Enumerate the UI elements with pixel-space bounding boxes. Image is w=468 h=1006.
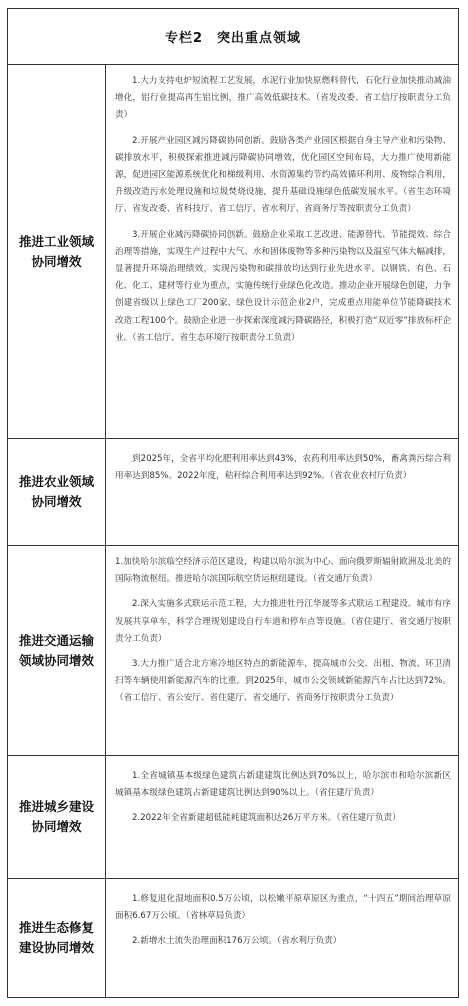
row-label-line: 推进交通运输: [18, 632, 94, 648]
measure-paragraph: 3.开展企业减污降碳协同创新。鼓励企业采取工艺改进、能源替代、节能提效、综合治理等措施，实现生产过程中大气、水和固体废物等多种污染物以及温室气体大幅减排，显著提升环境治理绩效，实现污染物和碳排放均达到行业先进水平。以钢铁、有色、石化、化工、建材等行业为重点，实施传统行业绿色化改造。推动企业开展绿色创建，力争创建省级以上绿色工厂200家、绿色设计示范企业2户，完成重点用能单位节能降碳技术改造工程100个。鼓励企业进一步探索深度减污降碳路径，积极打造“双近零”排放标杆企业。（省工信厅、省生态环境厅按职责分工负责）: [115, 229, 451, 343]
row-label-line: 建设协同增效: [18, 940, 94, 955]
row-ecology: [8, 879, 458, 997]
row-content: [106, 879, 458, 997]
row-label-line: 推进生态修复: [18, 920, 94, 935]
row-agriculture: [8, 439, 458, 546]
row-label-line: 领域协同增效: [18, 652, 94, 668]
measure-paragraph: 3.大力推广适合北方寒冷地区特点的新能源车，提高城市公交、出租、物流、环卫清扫等车辆使用新能源汽车的比重。到2025年，城市公交领域新能源汽车占比达到72%。（省工信厅、省公安厅、省住建厅、省交通厅、省商务厅按职责分工负责）: [115, 659, 451, 704]
row-transport: [8, 546, 458, 756]
row-label: [8, 546, 106, 755]
measure-paragraph: 1.大力支持电炉短流程工艺发展，水泥行业加快原燃料替代，石化行业加快推动减油增化，铝行业提高再生铝比例，推广高效低碳技术。（省发改委、省工信厅按职责分工负责）: [115, 76, 451, 121]
row-label-line: 推进工业领域: [18, 233, 94, 249]
measure-paragraph: 2.深入实施多式联运示范工程，大力推进牡丹江华晟等多式联运工程建设。城市有序发展共享单车，科学合理规划建设自行车道和停车点等设施。（省住建厅、省交通厅按职责分工负责）: [115, 599, 451, 644]
measure-paragraph: 2.2022年全省新建超低能耗建筑面积达26万平方米。（省住建厅负责）: [132, 813, 401, 824]
measure-paragraph: 2.新增水土流失治理面积176万公顷。（省水利厅负责）: [132, 936, 342, 947]
measure-paragraph: 1.加快哈尔滨临空经济示范区建设，构建以哈尔滨为中心、面向俄罗斯辐射欧洲及北美的国际物流枢纽。推进哈尔滨国际航空货运枢纽建设。（省交通厅负责）: [115, 557, 451, 585]
row-content: [106, 756, 458, 878]
row-label: [8, 439, 106, 545]
row-label-line: 协同增效: [31, 819, 82, 834]
row-label: [8, 879, 106, 997]
row-label: [8, 756, 106, 878]
measure-paragraph: 到2025年，全省平均化肥利用率达到43%，农药利用率达到50%，畜禽粪污综合利用率达到85%。2022年度，秸秆综合利用率达到92%。（省农业农村厅负责）: [115, 454, 451, 482]
row-urban-rural: [8, 756, 458, 879]
row-label-line: 协同增效: [31, 253, 82, 269]
row-content: [106, 439, 458, 545]
row-label: [8, 65, 106, 438]
box-title: 专栏2 突出重点领域: [8, 9, 458, 65]
row-content: [106, 65, 458, 438]
row-label-line: 推进城乡建设: [18, 799, 94, 814]
measure-paragraph: 1.修复退化湿地面积0.5万公顷，以松嫩平原草原区为重点，“十四五”期间治理草原面积6.67万公顷。（省林草局负责）: [115, 894, 451, 922]
measure-paragraph: 1.全省城镇基本级绿色建筑占新建建筑比例达到70%以上，哈尔滨市和哈尔滨新区城镇基本级绿色建筑占新建建筑比例达到90%以上。（省住建厅负责）: [115, 771, 451, 799]
row-industry: [8, 65, 458, 439]
row-label-line: 协同增效: [31, 494, 82, 509]
row-content: [106, 546, 458, 755]
measure-paragraph: 2.开展产业园区减污降碳协同创新。鼓励各类产业园区根据自身主导产业和污染物、碳排放水平，积极探索推进减污降碳协同增效，优化园区空间布局，大力推广使用新能源，促进园区能源系统优化和梯级利用、水资源集约节约高效循环利用、废物综合利用，升级改造污水处理设施和垃圾焚烧设施，提升基础设施绿色低碳发展水平。（省生态环境厅、省发改委、省科技厅、省工信厅、省水利厅、省商务厅等按职责分工负责）: [115, 135, 451, 215]
feature-box: [7, 8, 459, 998]
row-label-line: 推进农业领域: [18, 474, 94, 489]
